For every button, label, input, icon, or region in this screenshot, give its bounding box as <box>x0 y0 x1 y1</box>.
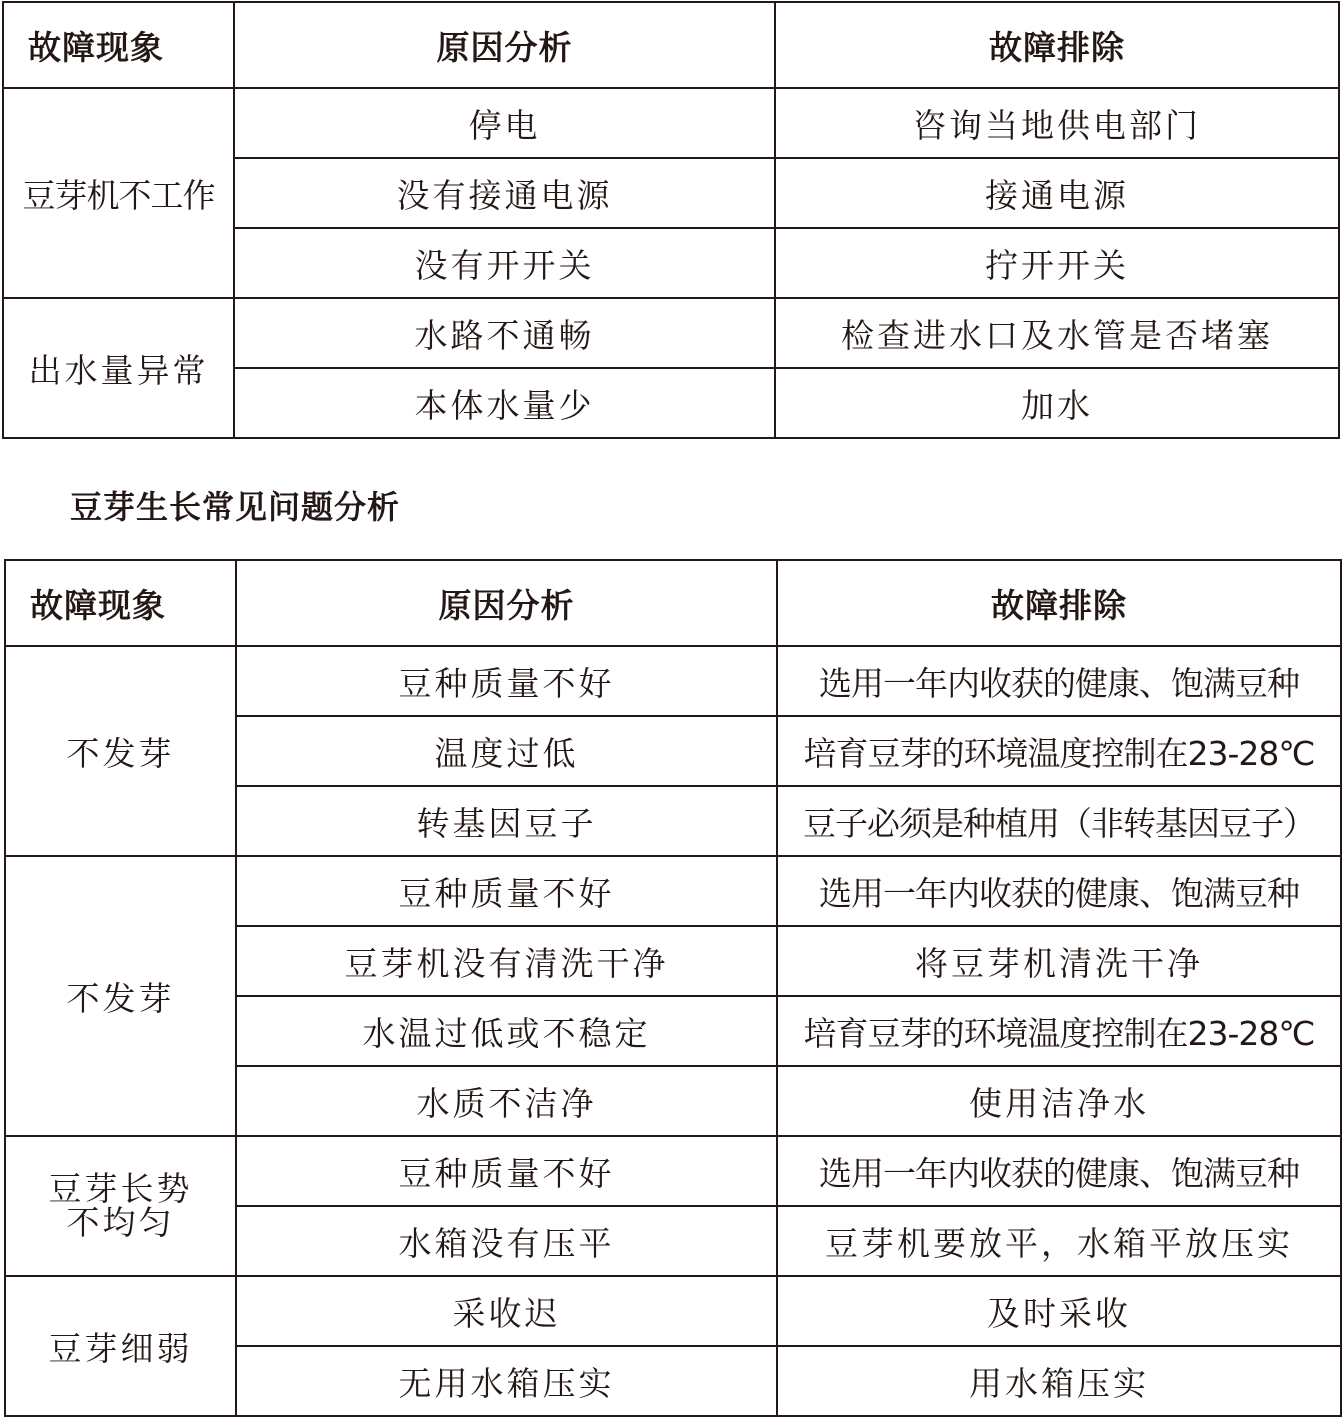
header-symptom: 故障现象 <box>5 560 236 646</box>
cause-cell: 没有接通电源 <box>234 158 775 228</box>
header-cause: 原因分析 <box>236 560 777 646</box>
symptom-cell: 豆芽机不工作 <box>3 88 234 298</box>
header-cause: 原因分析 <box>234 2 775 88</box>
cause-cell: 采收迟 <box>236 1276 777 1346</box>
cause-cell: 豆芽机没有清洗干净 <box>236 926 777 996</box>
fix-cell: 咨询当地供电部门 <box>775 88 1339 158</box>
header-fix: 故障排除 <box>777 560 1341 646</box>
fix-cell: 使用洁净水 <box>777 1066 1341 1136</box>
header-fix: 故障排除 <box>775 2 1339 88</box>
cause-cell: 水箱没有压平 <box>236 1206 777 1276</box>
sprout-growth-table <box>4 559 1342 1417</box>
cause-cell: 水质不洁净 <box>236 1066 777 1136</box>
fix-cell: 培育豆芽的环境温度控制在23-28℃ <box>777 996 1341 1066</box>
table-row <box>3 298 1339 368</box>
fix-cell: 及时采收 <box>777 1276 1341 1346</box>
header-symptom: 故障现象 <box>3 2 234 88</box>
cause-cell: 本体水量少 <box>234 368 775 438</box>
table-row <box>3 88 1339 158</box>
table-row <box>5 1136 1341 1206</box>
cause-cell: 停电 <box>234 88 775 158</box>
header-row <box>5 560 1341 646</box>
symptom-cell: 出水量异常 <box>3 298 234 438</box>
symptom-cell: 豆芽长势不均匀 <box>5 1136 236 1276</box>
cause-cell: 水温过低或不稳定 <box>236 996 777 1066</box>
fix-cell: 培育豆芽的环境温度控制在23-28℃ <box>777 716 1341 786</box>
cause-cell: 没有开开关 <box>234 228 775 298</box>
fix-cell: 检查进水口及水管是否堵塞 <box>775 298 1339 368</box>
cause-cell: 无用水箱压实 <box>236 1346 777 1416</box>
fix-cell: 选用一年内收获的健康、饱满豆种 <box>777 646 1341 716</box>
fix-cell: 选用一年内收获的健康、饱满豆种 <box>777 856 1341 926</box>
fix-cell: 将豆芽机清洗干净 <box>777 926 1341 996</box>
table-row <box>5 856 1341 926</box>
cause-cell: 转基因豆子 <box>236 786 777 856</box>
section-title: 豆芽生长常见问题分析 <box>70 488 401 526</box>
fix-cell: 拧开开关 <box>775 228 1339 298</box>
cause-cell: 豆种质量不好 <box>236 646 777 716</box>
fix-cell: 豆芽机要放平，水箱平放压实 <box>777 1206 1341 1276</box>
fix-cell: 加水 <box>775 368 1339 438</box>
fix-cell: 豆子必须是种植用（非转基因豆子） <box>777 786 1341 856</box>
symptom-cell: 豆芽细弱 <box>5 1276 236 1416</box>
fix-cell: 选用一年内收获的健康、饱满豆种 <box>777 1136 1341 1206</box>
table-row <box>5 646 1341 716</box>
fix-cell: 用水箱压实 <box>777 1346 1341 1416</box>
symptom-cell: 不发芽 <box>5 646 236 856</box>
table-row <box>5 1276 1341 1346</box>
device-troubleshooting-table <box>2 1 1340 439</box>
header-row <box>3 2 1339 88</box>
cause-cell: 温度过低 <box>236 716 777 786</box>
cause-cell: 豆种质量不好 <box>236 856 777 926</box>
fix-cell: 接通电源 <box>775 158 1339 228</box>
symptom-cell: 不发芽 <box>5 856 236 1136</box>
cause-cell: 水路不通畅 <box>234 298 775 368</box>
cause-cell: 豆种质量不好 <box>236 1136 777 1206</box>
